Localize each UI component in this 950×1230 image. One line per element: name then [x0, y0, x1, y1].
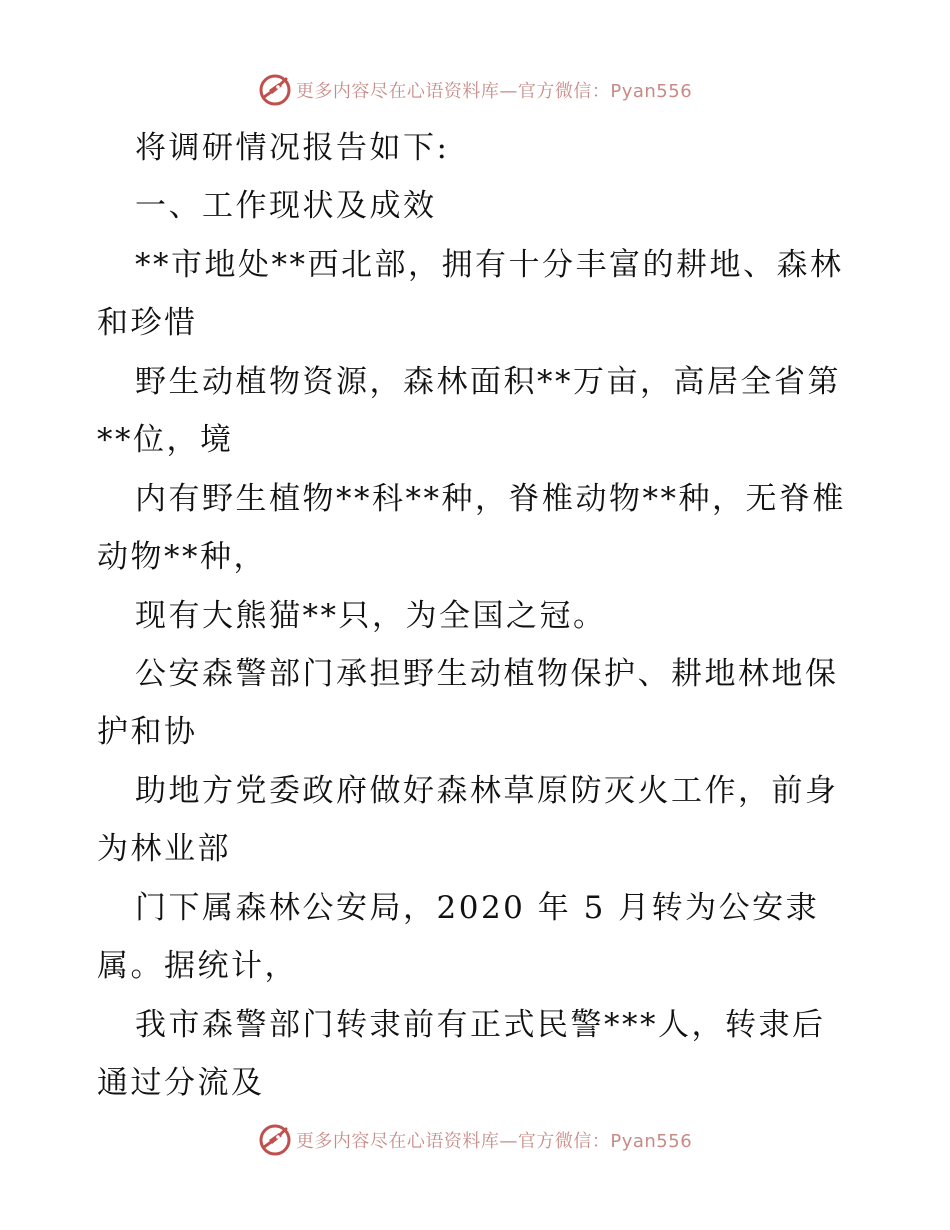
- section-heading: 一、工作现状及成效: [135, 188, 437, 224]
- text-line: 我市森警部门转隶前有正式民警***人，转隶后: [135, 1007, 826, 1043]
- text-line: 为林业部: [97, 831, 231, 867]
- text-line: **位，境: [97, 422, 234, 458]
- text-line: 动物**种，: [97, 539, 267, 575]
- watermark-text: 更多内容尽在心语资料库—官方微信：Pyan556: [295, 81, 693, 102]
- text-line: 公安森警部门承担野生动植物保护、耕地林地保: [135, 656, 839, 692]
- text-line: 门下属森林公安局，2020 年 5 月转为公安隶: [135, 890, 820, 926]
- footer-watermark-banner: [0, 1120, 950, 1160]
- text-line: 将调研情况报告如下:: [135, 130, 450, 166]
- text-line: 现有大熊猫**只，为全国之冠。: [135, 598, 607, 634]
- text-line: **市地处**西北部，拥有十分丰富的耕地、森林: [135, 247, 844, 283]
- text-line: 护和协: [97, 714, 198, 750]
- text-line: 通过分流及: [97, 1065, 265, 1101]
- text-line: 和珍惜: [97, 305, 198, 341]
- text-line: 属。据统计，: [97, 948, 298, 984]
- watermark-text: 更多内容尽在心语资料库—官方微信：Pyan556: [295, 1131, 693, 1152]
- header-watermark-banner: [0, 70, 950, 110]
- pen-nib-logo-icon: [258, 1123, 292, 1157]
- pen-nib-logo-icon: [258, 73, 292, 107]
- text-line: 助地方党委政府做好森林草原防灭火工作，前身: [135, 773, 839, 809]
- text-line: 野生动植物资源，森林面积**万亩，高居全省第: [135, 364, 841, 400]
- text-line: 内有野生植物**科**种，脊椎动物**种，无脊椎: [135, 481, 846, 517]
